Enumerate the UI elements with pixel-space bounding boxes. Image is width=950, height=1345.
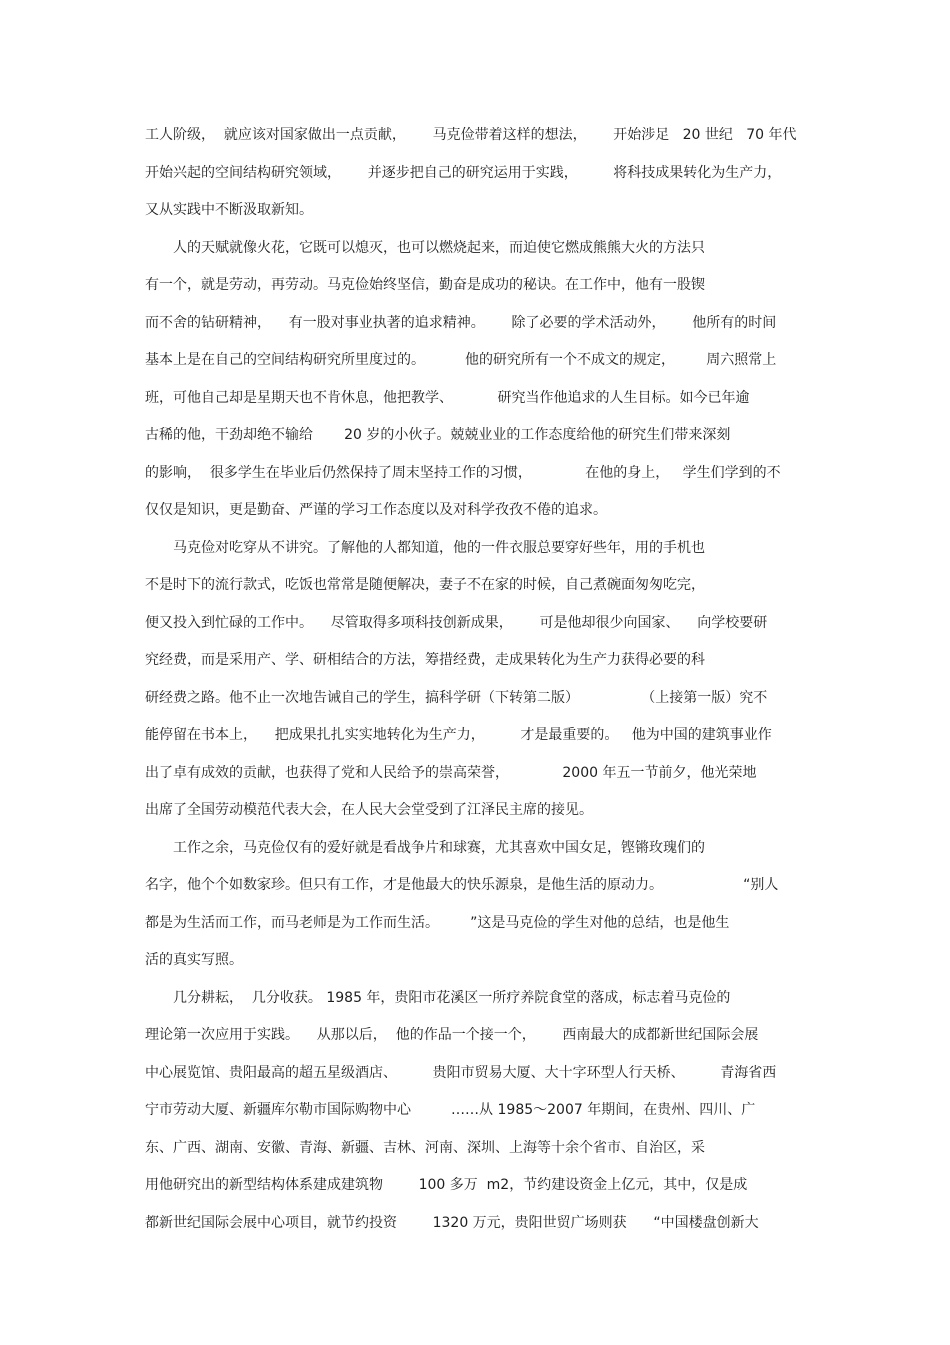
text-line: 开始兴起的空间结构研究领域， 并逐步把自己的研究运用于实践， 将科技成果转化为生产力， — [145, 165, 782, 181]
text-line: 出了卓有成效的贡献，也获得了党和人民给予的崇高荣誉， 2000 年五一节前夕，他光荣地 — [145, 765, 757, 781]
text-line: 用他研究出的新型结构体系建成建筑物 100 多万 m2，节约建设资金上亿元，其中，仅是成 — [145, 1177, 748, 1193]
text-line: 名字，他个个如数家珍。但只有工作，才是他最大的快乐源泉，是他生活的原动力。 “别人 — [145, 877, 779, 893]
paragraph-first-line: 几分耕耘， 几分收获。 1985 年，贵阳市花溪区一所疗养院食堂的落成，标志着马克俭的 — [173, 990, 731, 1006]
text-line: 宁市劳动大厦、新疆库尔勒市国际购物中心 ……从 1985～2007 年期间，在贵州、四川、广 — [145, 1102, 756, 1118]
text-line: 便又投入到忙碌的工作中。 尽管取得多项科技创新成果， 可是他却很少向国家、 向学校要研 — [145, 615, 768, 631]
text-line: 仅仅是知识，更是勤奋、严谨的学习工作态度以及对科学孜孜不倦的追求。 — [145, 502, 607, 518]
text-line: 工人阶级， 就应该对国家做出一点贡献， 马克俭带着这样的想法， 开始涉足 20 世纪 70 年代 — [145, 127, 797, 143]
text-line: 又从实践中不断汲取新知。 — [145, 202, 313, 218]
text-line: 的影响， 很多学生在毕业后仍然保持了周末坚持工作的习惯， 在他的身上， 学生们学到的不 — [145, 465, 781, 481]
paragraph-first-line: 人的天赋就像火花，它既可以熄灭，也可以燃烧起来，而迫使它燃成熊熊大火的方法只 — [173, 240, 705, 256]
text-line: 班，可他自己却是星期天也不肯休息，他把教学、 研究当作他追求的人生目标。如今已年逾 — [145, 390, 750, 406]
text-line: 东、广西、湖南、安徽、青海、新疆、吉林、河南、深圳、上海等十余个省市、自治区，采 — [145, 1140, 705, 1156]
paragraph-first-line: 工作之余，马克俭仅有的爱好就是看战争片和球赛，尤其喜欢中国女足，铿锵玫瑰们的 — [173, 840, 705, 856]
text-line: 研经费之路。他不止一次地告诫自己的学生，搞科学研（下转第二版） （上接第一版）究不 — [145, 690, 768, 706]
text-line: 出席了全国劳动模范代表大会，在人民大会堂受到了江泽民主席的接见。 — [145, 802, 593, 818]
text-line: 不是时下的流行款式，吃饭也常常是随便解决，妻子不在家的时候，自己煮碗面匆匆吃完， — [145, 577, 705, 593]
text-line: 中心展览馆、贵阳最高的超五星级酒店、 贵阳市贸易大厦、大十字环型人行天桥、 青海省西 — [145, 1065, 777, 1081]
text-line: 有一个，就是劳动，再劳动。马克俭始终坚信，勤奋是成功的秘诀。在工作中，他有一股锲 — [145, 277, 705, 293]
text-line: 古稀的他，干劲却绝不输给 20 岁的小伙子。兢兢业业的工作态度给他的研究生们带来深刻 — [145, 427, 731, 443]
text-line: 能停留在书本上， 把成果扎扎实实地转化为生产力， 才是最重要的。 他为中国的建筑事业作 — [145, 727, 772, 743]
text-line: 究经费，而是采用产、学、研相结合的方法，筹措经费，走成果转化为生产力获得必要的科 — [145, 652, 705, 668]
text-line: 理论第一次应用于实践。 从那以后， 他的作品一个接一个， 西南最大的成都新世纪国际会展 — [145, 1027, 759, 1043]
text-line: 活的真实写照。 — [145, 952, 243, 968]
text-line: 而不舍的钻研精神， 有一股对事业执著的追求精神。 除了必要的学术活动外， 他所有的时间 — [145, 315, 777, 331]
text-line: 都是为生活而工作，而马老师是为工作而生活。 ”这是马克俭的学生对他的总结，也是他生 — [145, 915, 730, 931]
text-line: 基本上是在自己的空间结构研究所里度过的。 他的研究所有一个不成文的规定， 周六照常上 — [145, 352, 777, 368]
paragraph-first-line: 马克俭对吃穿从不讲究。了解他的人都知道，他的一件衣服总要穿好些年，用的手机也 — [173, 540, 705, 556]
text-line: 都新世纪国际会展中心项目，就节约投资 1320 万元，贵阳世贸广场则获 “中国楼盘创新大 — [145, 1215, 759, 1231]
